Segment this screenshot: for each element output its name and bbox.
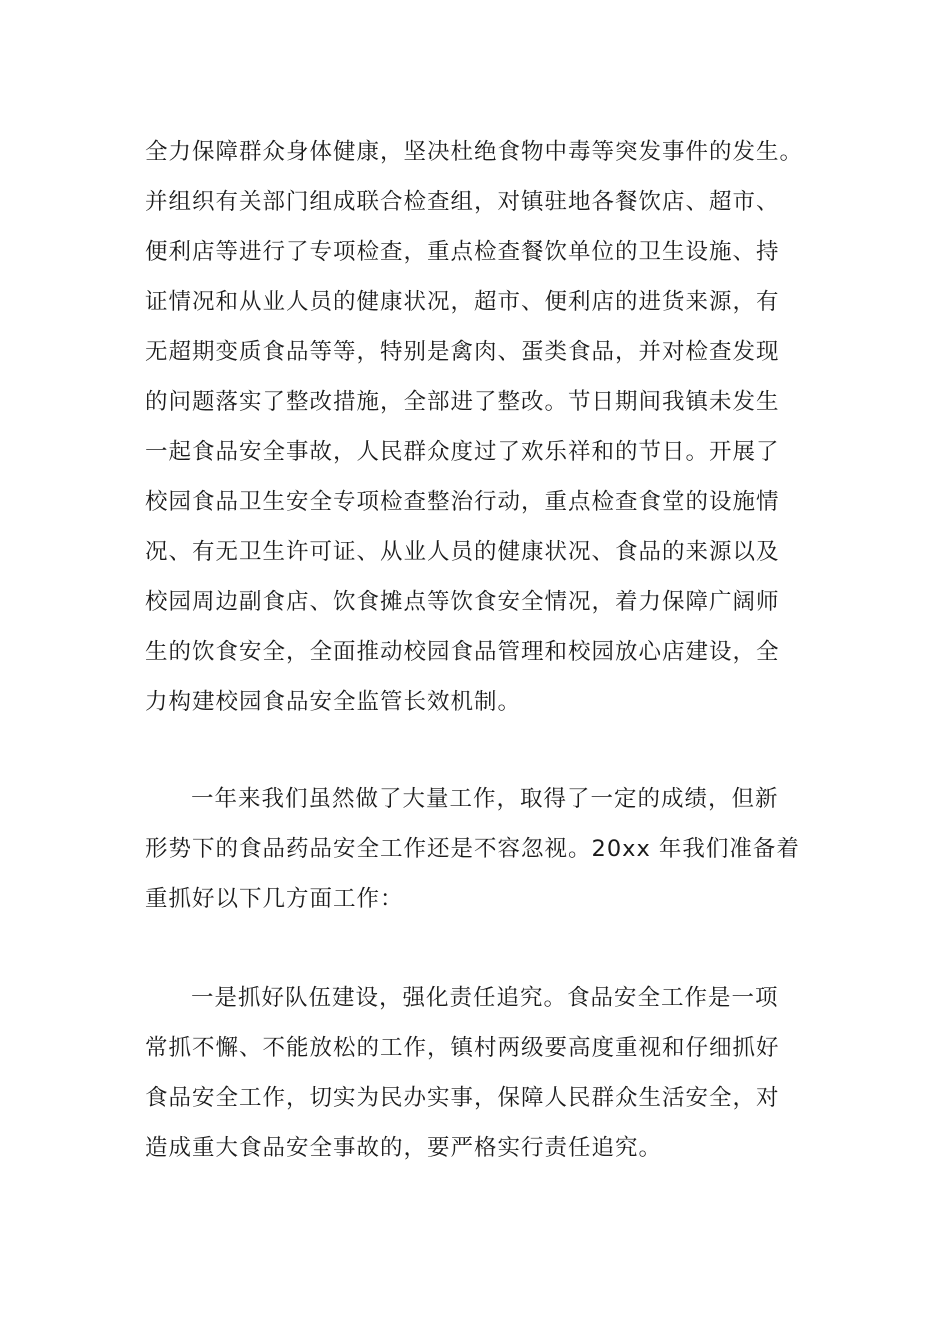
text-line: 校园食品卫生安全专项检查整治行动，重点检查食堂的设施情 bbox=[145, 489, 780, 515]
text-line: 造成重大食品安全事故的，要严格实行责任追究。 bbox=[145, 1135, 663, 1161]
text-line: 形势下的食品药品安全工作还是不容忽视。20xx 年我们准备着 bbox=[145, 836, 800, 862]
text-line: 证情况和从业人员的健康状况，超市、便利店的进货来源，有 bbox=[145, 289, 780, 315]
text-line: 常抓不懈、不能放松的工作，镇村两级要高度重视和仔细抓好 bbox=[145, 1035, 780, 1061]
paragraph-food-inspection bbox=[145, 127, 815, 727]
paragraph-team-building bbox=[145, 973, 815, 1173]
text-line: 一年来我们虽然做了大量工作，取得了一定的成绩，但新 bbox=[191, 786, 779, 812]
text-line: 食品安全工作，切实为民办实事，保障人民群众生活安全，对 bbox=[145, 1085, 780, 1111]
paragraph-year-summary bbox=[145, 774, 815, 924]
text-line: 便利店等进行了专项检查，重点检查餐饮单位的卫生设施、持 bbox=[145, 239, 780, 265]
text-line: 校园周边副食店、饮食摊点等饮食安全情况，着力保障广阔师 bbox=[145, 589, 780, 615]
text-line: 况、有无卫生许可证、从业人员的健康状况、食品的来源以及 bbox=[145, 539, 780, 565]
text-line: 的问题落实了整改措施，全部进了整改。节日期间我镇未发生 bbox=[145, 389, 780, 415]
text-line: 一是抓好队伍建设，强化责任追究。食品安全工作是一项 bbox=[191, 985, 779, 1011]
text-line: 并组织有关部门组成联合检查组，对镇驻地各餐饮店、超市、 bbox=[145, 189, 780, 215]
text-line: 生的饮食安全，全面推动校园食品管理和校园放心店建设，全 bbox=[145, 639, 780, 665]
text-line: 力构建校园食品安全监管长效机制。 bbox=[145, 689, 522, 715]
text-line: 一起食品安全事故，人民群众度过了欢乐祥和的节日。开展了 bbox=[145, 439, 780, 465]
text-line: 无超期变质食品等等，特别是禽肉、蛋类食品，并对检查发现 bbox=[145, 339, 780, 365]
text-line: 重抓好以下几方面工作： bbox=[145, 886, 404, 912]
text-line: 全力保障群众身体健康，坚决杜绝食物中毒等突发事件的发生。 bbox=[145, 139, 804, 165]
